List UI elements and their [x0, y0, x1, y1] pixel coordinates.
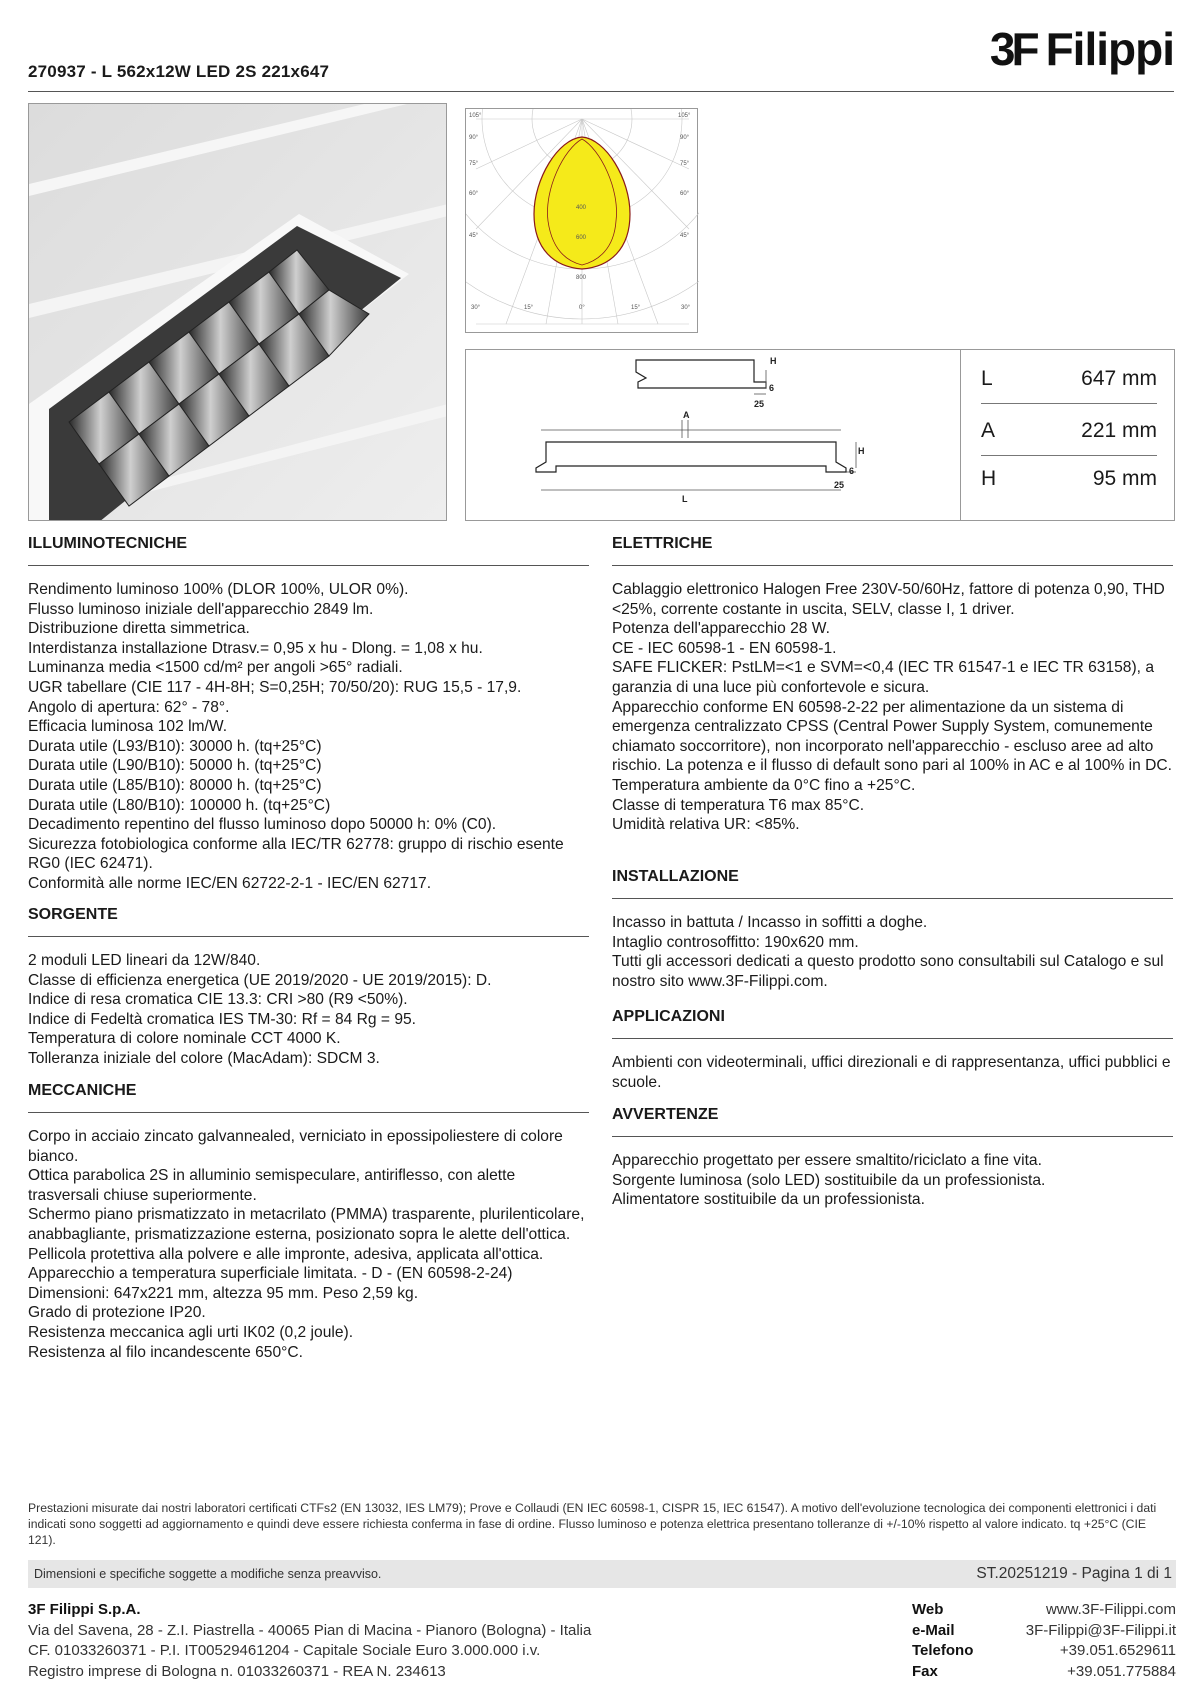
polar-label: 75°	[680, 161, 690, 167]
product-photo	[28, 103, 447, 521]
email-link[interactable]: 3F-Filippi@3F-Filippi.it	[1025, 1621, 1176, 1639]
footer-note: Prestazioni misurate dai nostri laboratori certificati CTFs2 (EN 13032, IES LM79); Prove e Collaudi (EN IEC 60598-1, CISPR 15, IEC 61547). A motivo dell'evoluzione tecnologica dei componenti elettronici i dati indicati sono soggetti ad aggiornamento e quindi deve essere richiesta conferma in fase di ordine. Flusso luminoso e potenza elettrica presentano tolleranze di +/-10% rispetto al valore indicato. tq +25°C (CIE 121).	[28, 1501, 1157, 1547]
section-body	[612, 580, 1173, 835]
contact-key: Telefono	[912, 1642, 974, 1659]
polar-label: 90°	[469, 135, 479, 141]
section-avvertenze	[612, 1106, 1173, 1210]
section-body	[28, 1127, 589, 1362]
polar-label: 30°	[681, 305, 691, 311]
dimension-row-l	[981, 355, 1157, 404]
contact-key: Web	[912, 1601, 944, 1618]
polar-radial-label: 800	[576, 275, 587, 281]
spec-line: 2 moduli LED lineari da 12W/840.	[28, 952, 261, 969]
spec-line: Indice di Fedeltà cromatica IES TM-30: Rf = 84 Rg = 95.	[28, 1010, 417, 1028]
luminous-intensity-curve	[534, 137, 630, 269]
spec-line: Temperatura ambiente da 0°C fino a +25°C.	[612, 776, 916, 794]
section-body	[612, 1053, 1173, 1092]
company-registry: Registro imprese di Bologna n. 01033260371 - REA N. 234613	[28, 1662, 446, 1680]
polar-radial-label: 600	[576, 235, 587, 241]
page-number: ST.20251219 - Pagina 1 di 1	[976, 1565, 1172, 1582]
polar-label: 45°	[680, 233, 690, 239]
contact-phone	[912, 1641, 1176, 1662]
brand-logo	[990, 22, 1174, 76]
contact-key: Fax	[912, 1662, 938, 1680]
section-elettriche	[612, 535, 1173, 835]
website-link[interactable]: www.3F-Filippi.com	[1045, 1601, 1176, 1618]
spec-line: Pellicola protettiva alla polvere e alle impronte, adesiva, applicata all'ottica.	[28, 1245, 544, 1263]
section-installazione	[612, 868, 1173, 991]
section-sorgente	[28, 906, 589, 1069]
logo-text: Filippi	[1045, 23, 1174, 75]
contacts	[912, 1600, 1176, 1682]
header-divider	[28, 91, 1174, 92]
fax-value: +39.051.775884	[1067, 1662, 1176, 1680]
spec-line: Incasso in battuta / Incasso in soffitti a doghe.	[612, 914, 928, 931]
spec-line: Temperatura di colore nominale CCT 4000 K.	[28, 1030, 341, 1048]
contact-email	[912, 1621, 1176, 1642]
section-heading: AVVERTENZE	[612, 1106, 1173, 1137]
section-meccaniche	[28, 1082, 589, 1362]
spec-line: Angolo di apertura: 62° - 78°.	[28, 698, 230, 716]
company-name: 3F Filippi S.p.A.	[28, 1601, 141, 1618]
spec-line: Potenza dell'apparecchio 28 W.	[612, 620, 830, 638]
section-heading: ELETTRICHE	[612, 535, 1173, 566]
drawing-label-l: L	[682, 494, 688, 504]
polar-label: 60°	[680, 191, 690, 197]
spec-line: Schermo piano prismatizzato in metacrilato (PMMA) trasparente, plurilenticolare, anabbagliante, prismatizzazione esterna, posizionato sopra le alette dell'ottica.	[28, 1206, 585, 1243]
spec-line: Apparecchio progettato per essere smaltito/riciclato a fine vita.	[612, 1152, 1042, 1169]
dimension-value: 647 mm	[1081, 367, 1157, 390]
disclaimer: Dimensioni e specifiche soggette a modifiche senza preavviso.	[34, 1567, 382, 1581]
company-fiscal: CF. 01033260371 - P.I. IT00529461204 - Capitale Sociale Euro 3.000.000 i.v.	[28, 1642, 541, 1659]
spec-line: Indice di resa cromatica CIE 13.3: CRI >80 (R9 <50%).	[28, 991, 408, 1009]
spec-line: Tutti gli accessori dedicati a questo prodotto sono consultabili sul Catalogo e sul nostro sito www.3F-Filippi.com.	[612, 953, 1164, 990]
spec-line: Classe di efficienza energetica (UE 2019/2020 - UE 2019/2015): D.	[28, 971, 492, 989]
contact-web	[912, 1600, 1176, 1621]
dimension-value: 221 mm	[1081, 419, 1157, 442]
drawing-label-a: A	[683, 410, 690, 420]
spec-line: Flusso luminoso iniziale dell'apparecchio 2849 lm.	[28, 600, 374, 618]
drawing-label-25: 25	[754, 399, 765, 409]
section-heading: APPLICAZIONI	[612, 1008, 1173, 1039]
section-heading: INSTALLAZIONE	[612, 868, 1173, 899]
spec-line: Corpo in acciaio zincato galvannealed, verniciato in epossipoliestere di colore bianco.	[28, 1128, 563, 1165]
spec-line: Durata utile (L85/B10): 80000 h. (tq+25°C)	[28, 776, 322, 794]
product-title: 270937 - L 562x12W LED 2S 221x647	[28, 62, 330, 81]
spec-line: Intaglio controsoffitto: 190x620 mm.	[612, 933, 859, 951]
company-info	[28, 1600, 591, 1682]
spec-line: Efficacia luminosa 102 lm/W.	[28, 718, 228, 736]
section-body	[612, 1151, 1173, 1210]
dimension-label: A	[981, 419, 996, 442]
spec-line: Dimensioni: 647x221 mm, altezza 95 mm. Peso 2,59 kg.	[28, 1284, 419, 1302]
polar-label: 15°	[631, 305, 641, 311]
spec-line: SAFE FLICKER: PstLM=<1 e SVM=<0,4 (IEC TR 61547-1 e IEC TR 63158), a garanzia di una luce più confortevole e sicura.	[612, 659, 1154, 696]
contact-fax	[912, 1662, 1176, 1683]
polar-label: 0°	[579, 305, 585, 311]
dimension-table	[960, 349, 1175, 521]
footer-bar	[28, 1560, 1176, 1588]
drawing-label-25b: 25	[834, 480, 845, 490]
drawing-label-h: H	[770, 356, 777, 366]
spec-line: Durata utile (L80/B10): 100000 h. (tq+25°C)	[28, 796, 331, 814]
phone-value: +39.051.6529611	[1059, 1642, 1176, 1659]
polar-label: 15°	[524, 305, 534, 311]
polar-label: 30°	[471, 305, 481, 311]
polar-label: 75°	[469, 161, 479, 167]
spec-line: Decadimento repentino del flusso luminoso dopo 50000 h: 0% (C0).	[28, 816, 497, 834]
spec-line: Rendimento luminoso 100% (DLOR 100%, ULOR 0%).	[28, 581, 409, 598]
spec-line: UGR tabellare (CIE 117 - 4H-8H; S=0,25H; 70/50/20): RUG 15,5 - 17,9.	[28, 678, 522, 696]
spec-line: Durata utile (L90/B10): 50000 h. (tq+25°C)	[28, 757, 322, 775]
section-applicazioni	[612, 1008, 1173, 1092]
company-address: Via del Savena, 28 - Z.I. Piastrella - 40065 Pian di Macina - Pianoro (Bologna) - Italia	[28, 1621, 592, 1639]
section-body	[28, 580, 589, 894]
spec-line: Distribuzione diretta simmetrica.	[28, 620, 250, 638]
spec-line: Apparecchio a temperatura superficiale limitata. - D - (EN 60598-2-24)	[28, 1265, 513, 1283]
polar-label-tr: 105°	[678, 113, 691, 119]
polar-label-tl: 105°	[469, 113, 482, 119]
dimension-value: 95 mm	[1092, 467, 1157, 490]
section-illuminotecniche	[28, 535, 589, 894]
section-heading: MECCANICHE	[28, 1082, 589, 1113]
spec-line: Classe di temperatura T6 max 85°C.	[612, 796, 865, 814]
polar-label: 45°	[469, 233, 479, 239]
spec-line: Cablaggio elettronico Halogen Free 230V-50/60Hz, fattore di potenza 0,90, THD <25%, corrente costante in uscita, SELV, classe I, 1 driver.	[612, 581, 1165, 618]
spec-line: Umidità relativa UR: <85%.	[612, 816, 800, 834]
drawing-label-6: 6	[769, 383, 775, 393]
section-heading: SORGENTE	[28, 906, 589, 937]
drawing-label-6b: 6	[849, 466, 855, 476]
spec-line: Ambienti con videoterminali, uffici direzionali e di rappresentanza, uffici pubblici e scuole.	[612, 1054, 1171, 1091]
spec-line: Sicurezza fotobiologica conforme alla IEC/TR 62778: gruppo di rischio esente RG0 (IEC 62471).	[28, 835, 564, 873]
polar-label: 90°	[680, 135, 690, 141]
dimension-row-a	[981, 407, 1157, 456]
polar-radial-label: 400	[576, 205, 587, 211]
spec-line: Grado di protezione IP20.	[28, 1304, 206, 1322]
spec-line: Sorgente luminosa (solo LED) sostituibile da un professionista.	[612, 1171, 1046, 1189]
spec-line: Apparecchio conforme EN 60598-2-22 per alimentazione da un sistema di emergenza centralizzato CPSS (Central Power Supply System, comunemente chiamato soccorritore), non incorporato nell'apparecchio - escluso aree ad alto rischio. La potenza e il flusso di default sono pari al 100% in AC e al 100% in DC.	[612, 698, 1172, 775]
spec-line: Tolleranza iniziale del colore (MacAdam): SDCM 3.	[28, 1049, 380, 1067]
section-body	[612, 913, 1173, 991]
spec-line: Ottica parabolica 2S in alluminio semispeculare, antiriflesso, con alette trasversali chiuse superiormente.	[28, 1167, 516, 1204]
drawing-label-h2: H	[858, 446, 865, 456]
contact-key: e-Mail	[912, 1621, 955, 1639]
section-body	[28, 951, 589, 1069]
section-heading: ILLUMINOTECNICHE	[28, 535, 589, 566]
spec-line: Durata utile (L93/B10): 30000 h. (tq+25°C)	[28, 737, 322, 755]
logo-mark: 3F	[989, 23, 1036, 75]
polar-label: 60°	[469, 191, 479, 197]
dimension-row-h	[981, 455, 1157, 503]
spec-line: Resistenza al filo incandescente 650°C.	[28, 1343, 303, 1361]
polar-diagram	[465, 108, 698, 333]
spec-line: Resistenza meccanica agli urti IK02 (0,2 joule).	[28, 1323, 354, 1341]
spec-line: Alimentatore sostituibile da un professionista.	[612, 1191, 925, 1209]
dimension-label: L	[981, 367, 993, 390]
spec-line: Luminanza media <1500 cd/m² per angoli >65° radiali.	[28, 659, 403, 677]
spec-line: Conformità alle norme IEC/EN 62722-2-1 - IEC/EN 62717.	[28, 874, 432, 892]
dimension-label: H	[981, 467, 997, 490]
spec-line: Interdistanza installazione Dtrasv.= 0,95 x hu - Dlong. = 1,08 x hu.	[28, 639, 483, 657]
spec-line: CE - IEC 60598-1 - EN 60598-1.	[612, 639, 837, 657]
